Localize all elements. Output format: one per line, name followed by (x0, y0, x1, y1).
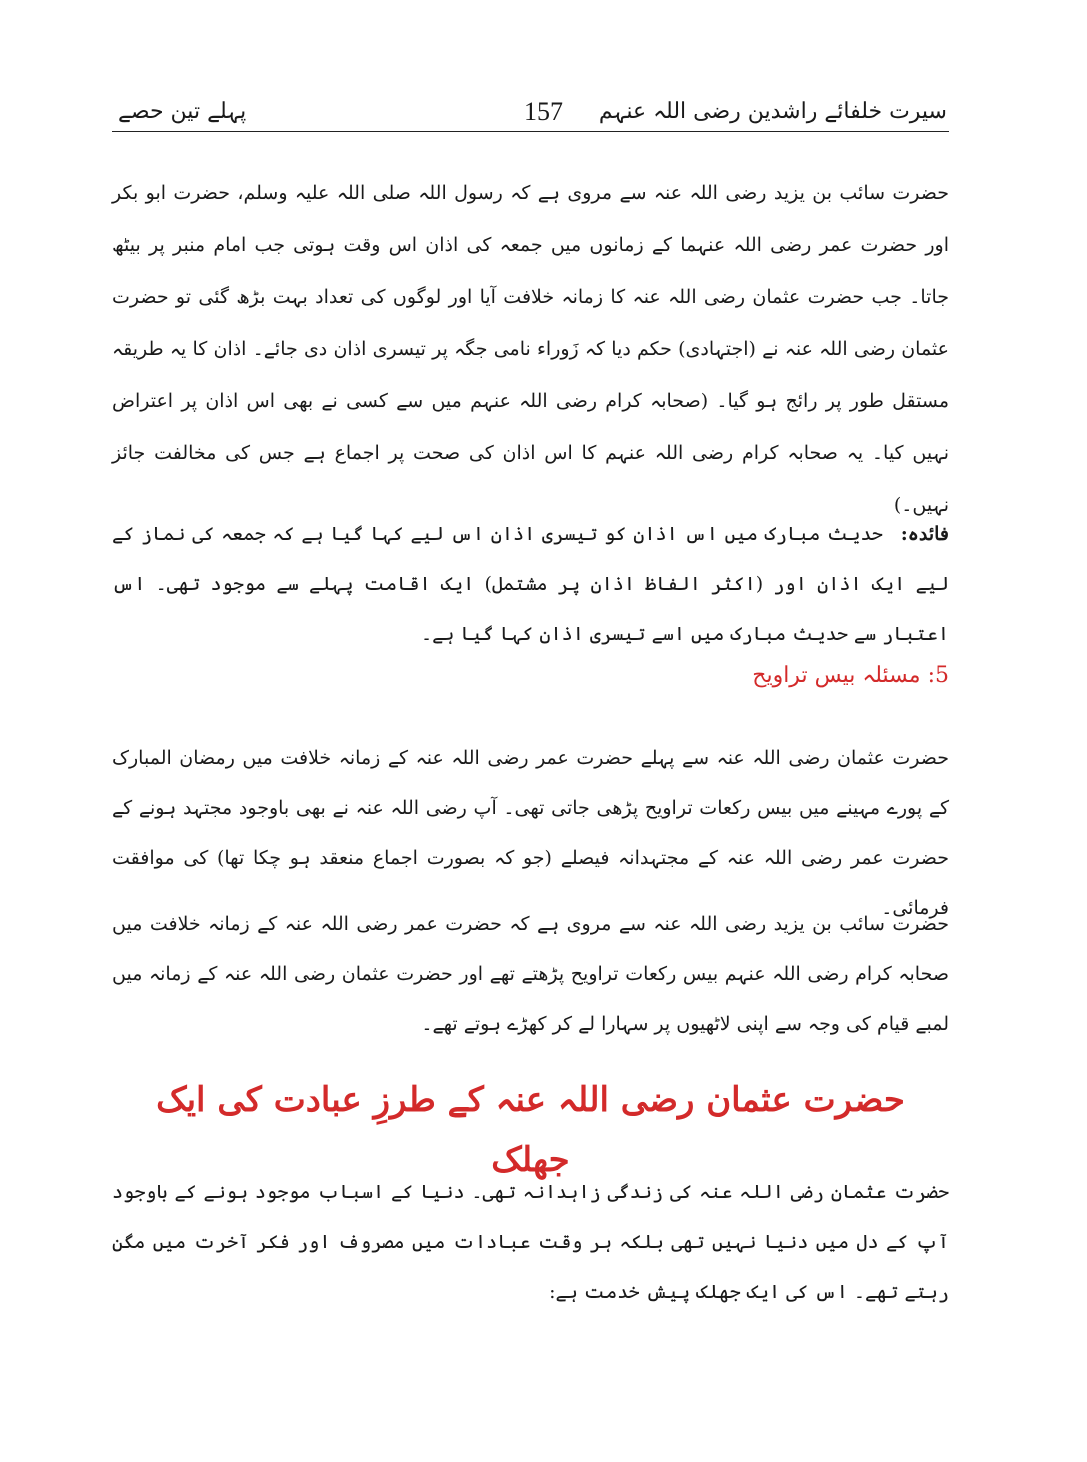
chapter-title: حضرت عثمان رضی اللہ عنہ کے طرزِ عبادت کی ایک جھلک (156, 1080, 905, 1180)
section-heading: 5: مسئلہ بیس تراویح (752, 663, 949, 688)
paragraph-taraweeh-narration: حضرت سائب بن یزید رضی اللہ عنہ سے مروی ہے کہ حضرت عمر رضی اللہ عنہ کے زمانہ خلافت میں صحابہ کرام رضی اللہ عنہم بیس رکعات تراویح پڑھتے تھے اور حضرت عثمان رضی اللہ عنہ کے زمانہ میں لمبے قیام کی وجہ سے اپنی لاٹھیوں پر سہارا لے کر کھڑے ہوتے تھے۔ (112, 913, 949, 1035)
paragraph-taraweeh: حضرت عثمان رضی اللہ عنہ سے پہلے حضرت عمر رضی اللہ عنہ کے زمانہ خلافت میں رمضان المبارک کے پورے مہینے میں بیس رکعات تراویح پڑھی جاتی تھی۔ آپ رضی اللہ عنہ نے بھی باوجود مجتہد ہونے کے حضرت عمر رضی اللہ عنہ کے مجتہدانہ فیصلے (جو کہ بصورت اجماع منعقد ہو چکا تھا) کی موافقت فرمائی۔ (112, 747, 949, 919)
book-title: سیرت خلفائے راشدین رضی اللہ عنہم (598, 99, 947, 124)
paragraph-benefit (112, 509, 949, 659)
header-rule (112, 131, 949, 132)
benefit-label: فائدہ: (900, 523, 949, 545)
benefit-text: حدیث مبارک میں اس اذان کو تیسری اذان اس لیے کہا گیا ہے کہ جمعہ کی نماز کے لیے ایک اذان اور (اکثر الفاظ اذان پر مشتمل) ایک اقامت پہلے سے موجود تھی۔ اس اعتبار سے حدیث مبارک میں اسے تیسری اذان کہا گیا ہے۔ (112, 523, 949, 645)
part-label: پہلے تین حصے (118, 99, 247, 124)
paragraph-worship: حضرت عثمان رضی اللہ عنہ کی زندگی زاہدانہ تھی۔ دنیا کے اسباب موجود ہونے کے باوجود آپ کے دل میں دنیا نہیں تھی بلکہ ہر وقت عبادات میں مصروف اور فکر آخرت میں مگن رہتے تھے۔ اس کی ایک جھلک پیش خدمت ہے: (112, 1181, 949, 1303)
page-number: 157 (524, 97, 563, 126)
paragraph-adhan-narration: حضرت سائب بن یزید رضی اللہ عنہ سے مروی ہے کہ رسول اللہ صلی اللہ علیہ وسلم، حضرت ابو بکر اور حضرت عمر رضی اللہ عنہما کے زمانوں میں جمعہ کی اذان اس وقت ہوتی جب امام منبر پر بیٹھ جاتا۔ جب حضرت عثمان رضی اللہ عنہ کا زمانہ خلافت آیا اور لوگوں کی تعداد بہت بڑھ گئی تو حضرت عثمان رضی اللہ عنہ نے (اجتہادی) حکم دیا کہ زَوراء نامی جگہ پر تیسری اذان دی جائے۔ اذان کا یہ طریقہ مستقل طور پر رائج ہو گیا۔ (صحابہ کرام رضی اللہ عنہم میں سے کسی نے بھی اس اذان پر اعتراض نہیں کیا۔ یہ صحابہ کرام رضی اللہ عنہم کا اس اذان کی صحت پر اجماع ہے جس کی مخالفت جائز نہیں۔) (112, 182, 949, 516)
